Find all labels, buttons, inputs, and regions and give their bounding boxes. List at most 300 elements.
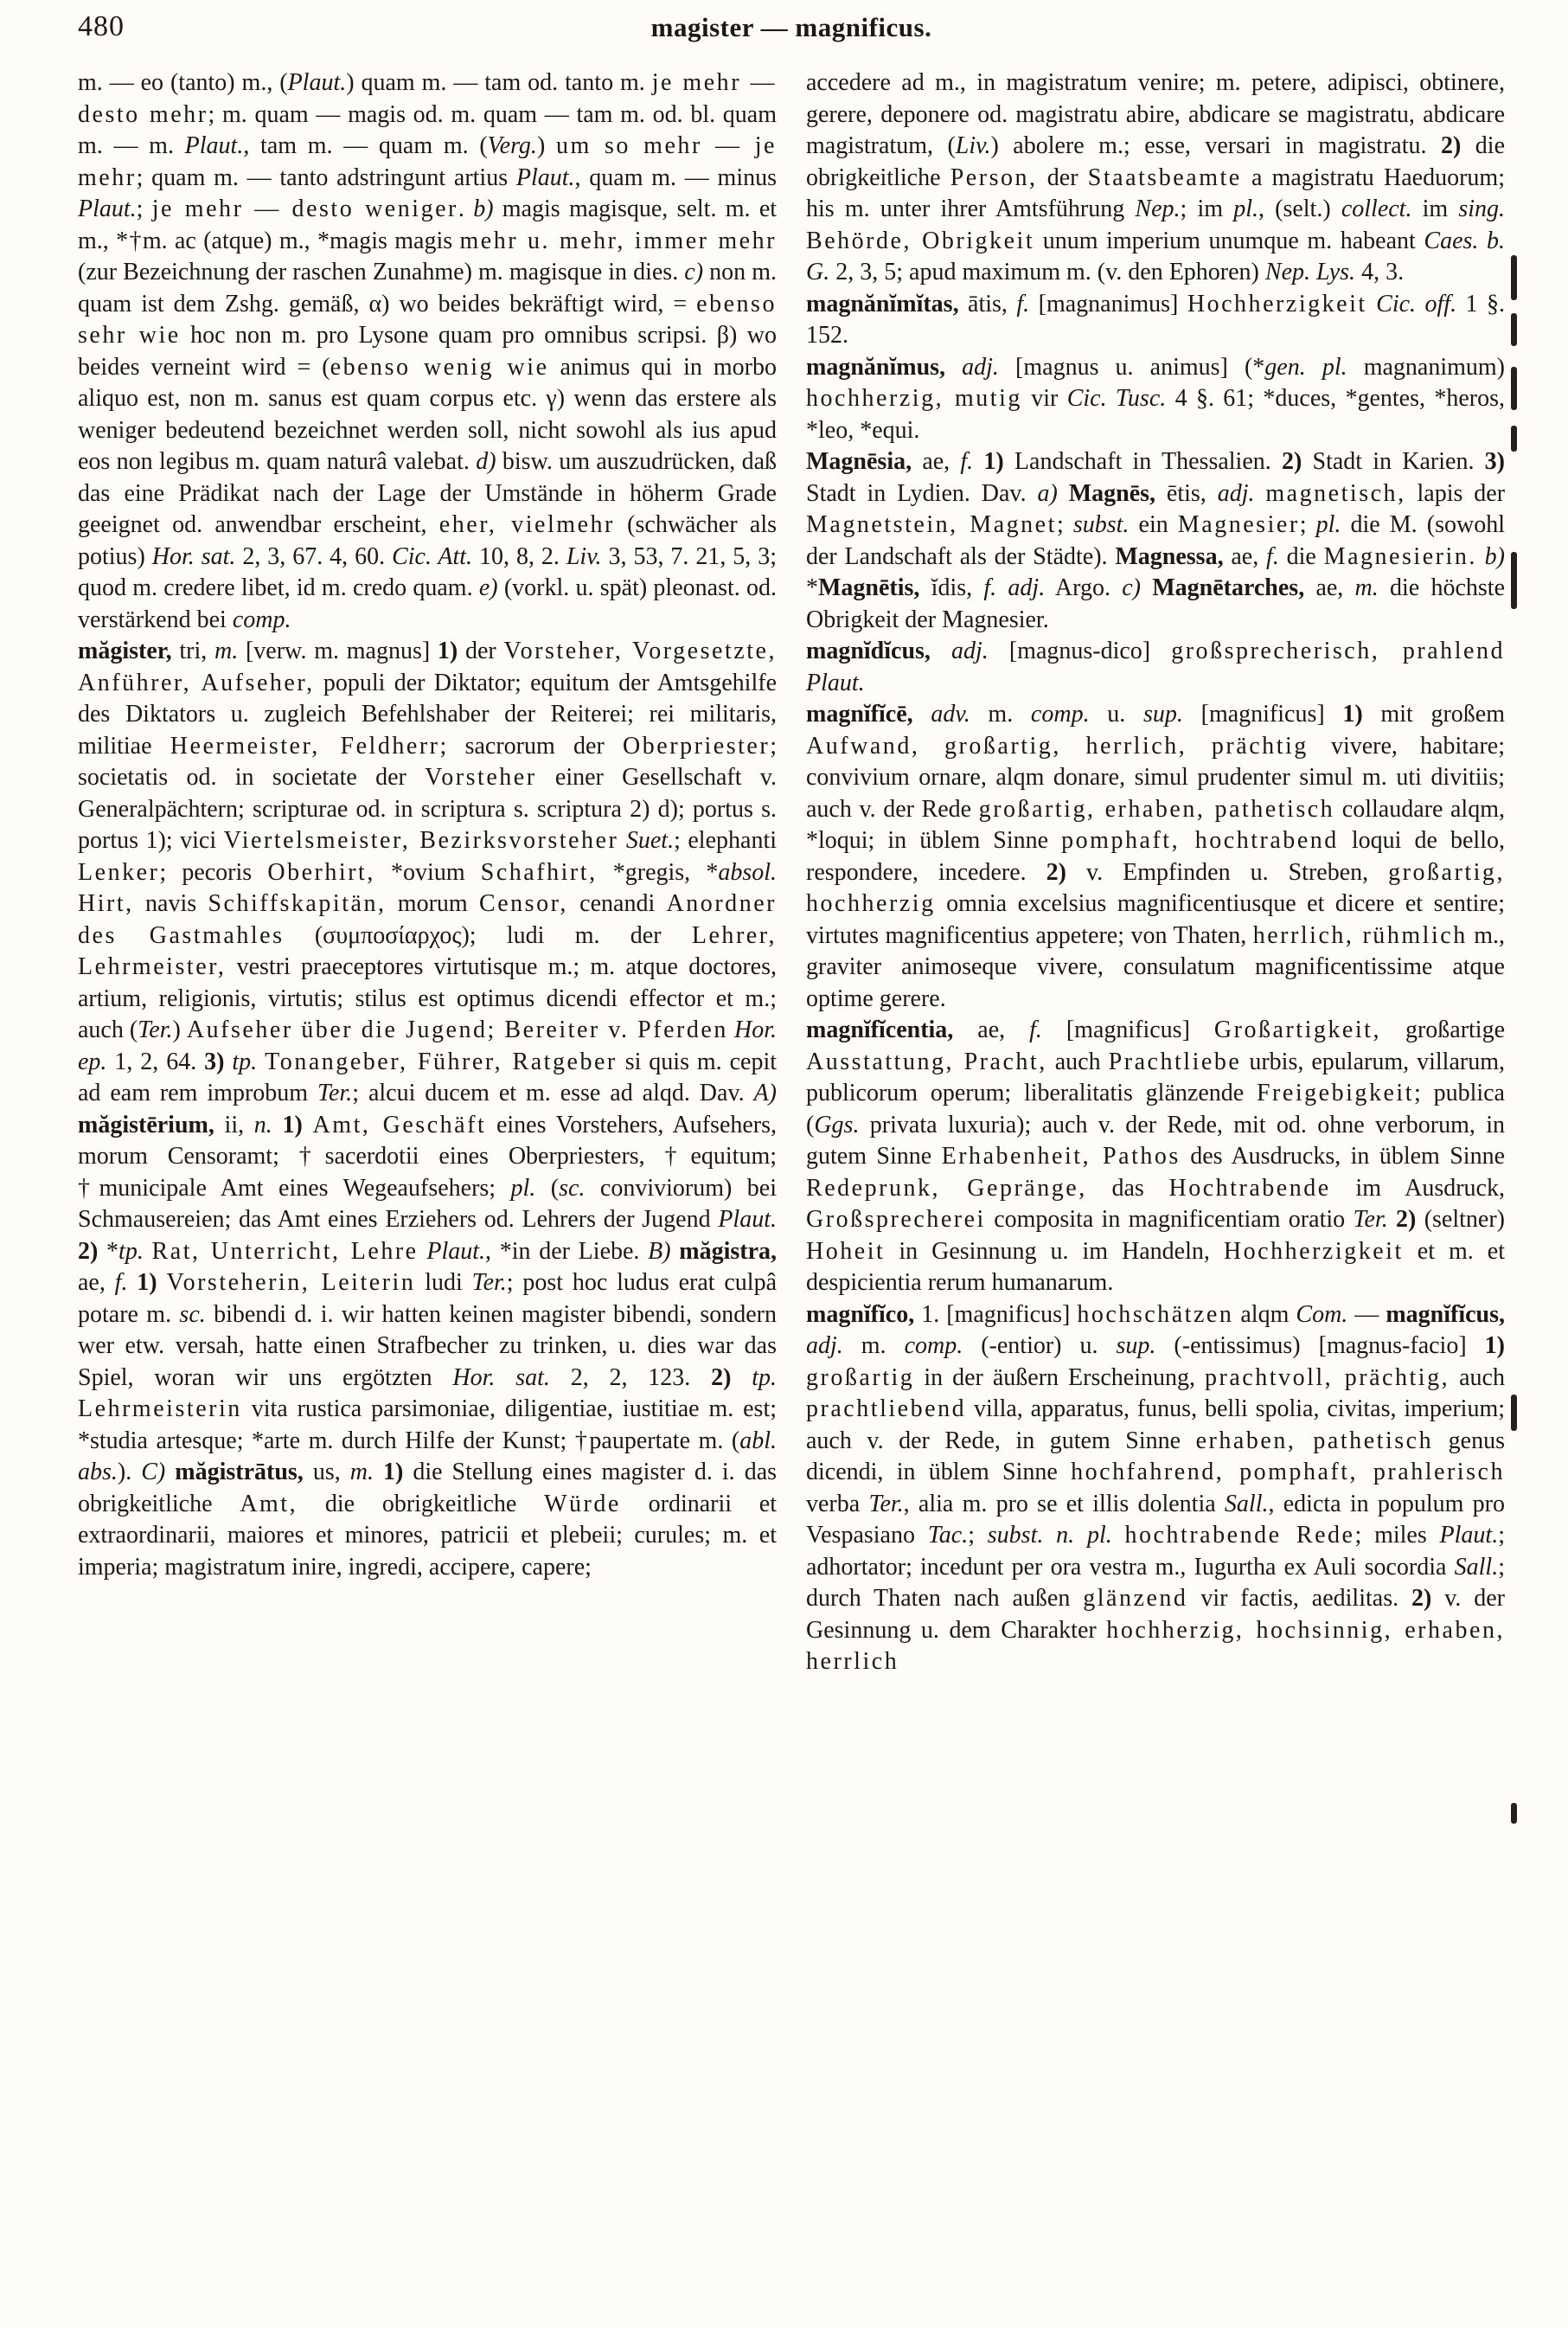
text-run (1141, 574, 1152, 601)
text-run: ; publica ( (806, 1080, 1505, 1138)
text-run: (-entissimus) [magnus-facio] (1155, 1332, 1485, 1359)
text-run: 1 §. 152. (806, 290, 1505, 349)
text-run (728, 1016, 734, 1043)
dictionary-entry (806, 67, 1505, 289)
text-run: magnĭdĭcus, (806, 638, 931, 664)
text-run: magnetisch, (1265, 479, 1406, 507)
text-run: sc. (559, 1174, 586, 1202)
text-run: pl. (1315, 511, 1341, 538)
text-run: 4 §. 61; *duces, *gentes, *heros, *leo, *equi. (806, 385, 1505, 444)
text-run: adj. (806, 1332, 843, 1359)
text-run: 2) (1396, 1206, 1417, 1233)
text-run (1254, 480, 1265, 507)
text-run: , tam m. — quam m. ( (243, 132, 488, 159)
page-header (78, 10, 1505, 54)
text-run: ii, (214, 1111, 254, 1138)
text-run: der (1037, 164, 1088, 191)
text-run: die M. (sowohl der Landschaft als der Städte). (806, 511, 1505, 570)
text-run: Plaut. (1439, 1522, 1499, 1549)
text-run: animus qui in morbo aliquo est, non m. sanus est quam corpus etc. γ) wenn das erstere als weniger bedeutend bezeichnet werden soll, nicht sowohl als ius apud eos non legibus m. quam naturâ valebat. (78, 353, 777, 475)
text-run: Rat, Unterricht, Lehre (151, 1237, 419, 1265)
text-run: magis magisque, selt. m. et m., *†m. ac (atque) m., *magis magis (78, 196, 778, 254)
text-run: (zur Bezeichnung der raschen Zunahme) m. magisque in dies. (78, 259, 685, 285)
text-run: n. (253, 1111, 272, 1138)
text-run: ) abolere m.; esse, versari in magistratu. (990, 132, 1441, 159)
text-run: auch (1450, 1363, 1505, 1391)
text-run: (schwächer als potius) (78, 511, 778, 570)
text-run: si quis m. cepit ad eam rem improbum (78, 1048, 778, 1106)
text-run: ; m. quam — magis od. m. quam — tam m. od. bl. quam m. — m. (78, 100, 778, 159)
text-run: in Gesinnung u. im Handeln, (885, 1237, 1224, 1265)
text-run: das (1086, 1174, 1169, 1202)
text-run: großartig (806, 1363, 915, 1391)
text-run: 1) (383, 1459, 404, 1485)
text-run: Liv. (566, 542, 602, 570)
text-run: ; societatis od. in societate der (78, 732, 777, 791)
text-run: 2, 3, 67. 4, 60. (235, 542, 393, 570)
text-run: magnĭfĭco, (806, 1300, 915, 1328)
text-run: ; durch Thaten nach außen (806, 1553, 1505, 1612)
text-run: magnĭfĭcē, (806, 701, 913, 728)
text-run: et m. et despicientia rerum humanarum. (806, 1237, 1505, 1296)
text-run: vita rustica parsimoniae, diligentiae, iustitiae m. est; *studia artesque; *arte m. durch Hilfe der Kunst; †paupertate m. ( (78, 1395, 777, 1454)
text-run (374, 1459, 383, 1485)
text-run: 2, 3, 5; apud maximum m. (v. den Ephoren) (829, 259, 1265, 285)
text-run: vir (1021, 385, 1067, 412)
text-run: großartig, hochherzig (806, 858, 1505, 917)
text-run: 2, 2, 123. (549, 1363, 712, 1391)
text-columns (78, 67, 1505, 2317)
right-column (806, 67, 1505, 2317)
text-run (144, 1238, 152, 1265)
text-run: Nep. (1135, 196, 1181, 222)
text-run: loqui de bello, respondere, incedere. (806, 827, 1505, 886)
text-run: Plaut. (806, 669, 865, 696)
text-run: 1, 2, 64. (106, 1048, 205, 1075)
text-run: , *in der Liebe. (485, 1237, 649, 1265)
text-run: Magnētarches, (1152, 574, 1305, 601)
text-run (165, 1459, 175, 1485)
text-run: eher, vielmehr (438, 511, 615, 538)
text-run: ( (535, 1174, 560, 1202)
text-run: , quam m. — minus (574, 164, 777, 191)
text-run: populi der Diktator; equitum der Amtsgehilfe des Diktators u. zugleich Befehlshaber der Reiterei; rei militaris, militiae (78, 669, 777, 760)
text-run: ; (968, 1522, 988, 1549)
text-run: urbis, epularum, villarum, publicorum operum; liberalitatis glänzende (806, 1048, 1505, 1106)
text-run: d) (476, 448, 496, 475)
text-run: je mehr — desto mehr (78, 69, 778, 128)
text-run: des Ausdrucks, in üblem Sinne (1180, 1143, 1505, 1170)
text-run: Ggs. (814, 1111, 860, 1138)
text-run: in der äußern Erscheinung, (914, 1363, 1205, 1391)
text-run: ae, (1223, 542, 1267, 570)
text-run: Würde (544, 1490, 621, 1517)
text-run: sup. (1116, 1332, 1156, 1359)
text-run: Staatsbeamte (1087, 164, 1242, 191)
text-run: morum (386, 890, 480, 917)
text-run: c) (684, 259, 704, 285)
text-run: [magnus u. animus] (* (998, 353, 1265, 381)
text-run: A) (753, 1080, 777, 1106)
text-run: Schiffskapitän, (208, 890, 387, 917)
text-run: einer Gesellschaft v. Generalpächtern; scripturae od. in scriptura s. scriptura 2) d); portus s. portus 1); vici (78, 764, 778, 854)
text-run: Erhabenheit, Pathos (941, 1143, 1181, 1170)
text-run: , edicta in populum pro Vespasiano (806, 1490, 1505, 1549)
text-run: Ter. (317, 1080, 353, 1106)
text-run: f. (1029, 1016, 1042, 1043)
text-run: Viertelsmeister, Bezirksvorsteher (223, 827, 619, 854)
text-run: hochherzig, hochsinnig, erhaben, herrlich (806, 1616, 1505, 1675)
text-run: pl. (510, 1174, 536, 1202)
text-run: Lehrmeisterin (78, 1395, 242, 1422)
text-run: măgistērium, (78, 1111, 214, 1138)
text-run: Vorsteherin, Leiterin (166, 1269, 416, 1296)
text-run: Anordner des Gastmahles (78, 890, 778, 949)
text-run: Schafhirt, (480, 858, 598, 886)
text-run: hoc non m. pro Lysone quam pro omnibus scripsi. β) wo beides verneint wird = ( (78, 322, 777, 381)
dictionary-entry (806, 1015, 1505, 1299)
text-run: Vorsteher (425, 764, 537, 791)
text-run: Plaut. (426, 1237, 486, 1265)
left-column (78, 67, 777, 2317)
text-run: , (selt.) (1258, 196, 1341, 222)
text-run: Großsprecherei (806, 1206, 986, 1233)
dictionary-entry (806, 636, 1505, 699)
text-run: m. (214, 638, 239, 664)
text-run: Ter. (138, 1016, 173, 1043)
text-run: ; pecoris (159, 858, 268, 886)
text-run: navis (133, 890, 208, 917)
text-run: accedere ad m., in magistratum venire; m. petere, adipisci, obtinere, gerere, deponere od. magistratu abire, abdicare se magistratu, abdicare magistratum, ( (806, 69, 1505, 159)
text-run: * (806, 574, 818, 601)
text-run: 1) (437, 638, 458, 664)
running-title: magister — magnificus. (650, 12, 932, 42)
text-run: 2) (1411, 1585, 1432, 1612)
text-run (913, 701, 931, 728)
text-run: Stadt in Lydien. Dav. (806, 479, 1038, 507)
text-run: — (1347, 1300, 1386, 1328)
text-run: comp. (904, 1332, 963, 1359)
text-run: conviviorum) bei Schmausereien; das Amt eines Erziehers od. Lehrers der Jugend (78, 1174, 777, 1233)
text-run: unum imperium unumque m. habeant (1034, 227, 1424, 254)
text-run: tp. (118, 1237, 144, 1265)
text-run: (seltner) (1416, 1206, 1505, 1233)
text-run: Sall. (1454, 1553, 1499, 1581)
text-run: măgistra, (679, 1237, 778, 1265)
text-run: Vorsteher, Vorgesetzte, Anführer, Aufseher, (78, 638, 777, 696)
text-run: adj. (962, 353, 999, 381)
text-run: 1. [magnificus] (914, 1300, 1078, 1328)
scan-artifact-mark (1511, 552, 1517, 609)
text-run: Ter. (868, 1490, 904, 1517)
text-run: a magistratu Haeduorum; his m. unter ihrer Amtsführung (806, 164, 1505, 222)
text-run: ; post hoc ludus erat culpâ potare m. (78, 1269, 778, 1328)
text-run: adj. (951, 638, 989, 664)
text-run: Magnessa, (1115, 542, 1224, 570)
text-run: ordinarii et extraordinarii, maiores et minores, patricii et plebeii; curules; m. et imperia; magistratum inire, ingredi, accipere, capere; (78, 1490, 777, 1581)
text-run: 4, 3. (1355, 259, 1405, 285)
text-run: Aufseher über die Jugend; Bereiter v. Pferden (186, 1016, 728, 1043)
text-run (931, 638, 951, 664)
text-run: Plaut. (515, 164, 575, 191)
text-run: Suet. (625, 827, 675, 854)
text-run: ĭdis, (919, 574, 984, 601)
text-run: Plaut. (78, 196, 137, 222)
text-run (1058, 480, 1069, 507)
text-run: m., graviter animoseque vivere, consulatum magnificentissime atque optime gerere. (806, 921, 1505, 1012)
text-run: 3, 53, 7. 21, 5, 3; quod m. credere libet, id m. credo quam. (78, 542, 778, 601)
text-run: cenandi (567, 890, 667, 917)
scan-artifact-mark (1511, 367, 1517, 410)
text-run: gen. pl. (1264, 353, 1347, 381)
text-run: f. (1016, 290, 1030, 317)
text-run: 2) (1281, 448, 1302, 475)
text-run: magnĭfĭcus, (1386, 1300, 1505, 1328)
text-run: Hor. ep. (78, 1016, 778, 1075)
text-run: ; adhortator; incedunt per ora vestra m., Iugurtha ex Auli socordia (806, 1522, 1505, 1581)
text-run: bibendi d. i. wir hatten keinen magister bibendi, sondern wer etw. versah, hatte einen Strafbecher zu trinken, u. dies war das Spiel, woran wir uns ergötzten (78, 1300, 777, 1391)
text-run: Cic. Tusc. (1066, 385, 1167, 412)
text-run (257, 1049, 265, 1075)
text-run: ; quam m. — tanto adstringunt artius (136, 164, 516, 191)
text-run: ātis, (958, 290, 1017, 317)
text-run: măgistrātus, (175, 1459, 304, 1485)
text-run: magnanimum) (1347, 353, 1505, 381)
scan-artifact-mark (1511, 1803, 1517, 1824)
text-run: hochherzig, mutig (806, 385, 1022, 412)
text-run: 1) (137, 1269, 157, 1296)
text-run: hochtrabende Rede (1124, 1522, 1355, 1549)
text-run: sc. (179, 1300, 206, 1328)
text-run: ). (117, 1459, 142, 1485)
text-run: Nep. Lys. (1264, 259, 1356, 285)
text-run: Hor. sat. (151, 542, 236, 570)
text-run: Verg. (487, 132, 537, 159)
dictionary-entry (806, 1299, 1505, 1678)
text-run: adv. (931, 701, 970, 728)
text-run: composita in magnificentiam oratio (985, 1206, 1354, 1233)
text-run: prachtvoll, prächtig, (1204, 1363, 1450, 1391)
text-run: Cic. Att. (392, 542, 473, 570)
text-run: , alia m. pro se et illis dolentia (903, 1490, 1225, 1517)
text-run: măgister, (78, 638, 172, 664)
text-run: alqm (1233, 1300, 1296, 1328)
text-run: Plaut. (184, 132, 244, 159)
text-run: Oberhirt, (267, 858, 375, 886)
text-run: vir factis, aedilitas. (1187, 1585, 1411, 1612)
text-run (419, 1238, 427, 1265)
text-run: eines Vorstehers, Aufsehers, morum Censoramt; †sacerdotii eines Oberpriesters, †equitum; †municipale Amt eines Wegeaufsehers; (78, 1111, 778, 1202)
text-run: der (458, 638, 504, 664)
text-run: . (458, 196, 474, 222)
text-run: ae, (953, 1016, 1030, 1043)
text-run: Prachtliebe (1108, 1048, 1242, 1075)
text-run: Stadt in Karien. (1302, 448, 1485, 475)
text-run: [magnificus] (1182, 701, 1343, 728)
text-run: u. (1089, 701, 1143, 728)
text-run: Lenker (78, 858, 160, 886)
dictionary-entry (806, 699, 1505, 1015)
text-run: absol. (718, 858, 778, 886)
text-run: je mehr — desto weniger (151, 196, 458, 222)
text-run: * (98, 1237, 119, 1265)
text-run: ; (136, 196, 152, 222)
text-run: m. (842, 1332, 905, 1359)
text-run: adj. (1217, 479, 1255, 507)
text-run: ebenso sehr wie (78, 290, 777, 349)
text-run: subst. n. pl. (987, 1522, 1112, 1549)
text-run: die Stellung eines magister d. i. das obrigkeitliche (78, 1459, 778, 1517)
text-run: vestri praeceptores virtutisque m.; m. atque doctores, artium, religionis, virtutis; stilus est optimus dicendi effector et m.; auch ( (78, 953, 777, 1043)
text-run (1112, 1522, 1125, 1549)
text-run: ae, (78, 1269, 115, 1296)
dictionary-entry (78, 67, 777, 636)
text-run: Hor. sat. (452, 1363, 550, 1391)
text-run: villa, apparatus, funus, belli spolia, civitas, imperium; auch v. der Rede, in gutem Sinne (806, 1395, 1505, 1454)
text-run: B) (648, 1237, 671, 1265)
text-run (1477, 543, 1485, 570)
text-run: um so mehr — je mehr (78, 132, 777, 191)
text-run: 1) (983, 448, 1004, 475)
text-run: b) (473, 196, 494, 222)
text-run: 2) (1046, 858, 1066, 886)
text-run: ; sacrorum der (439, 732, 624, 760)
text-run: ae, (912, 448, 961, 475)
text-run (1388, 1206, 1396, 1233)
text-run: Ter. (1353, 1206, 1388, 1233)
text-run: Ter. (471, 1269, 507, 1296)
text-run: comp. (232, 606, 291, 633)
scan-artifact-mark (1511, 255, 1517, 300)
text-run: Hoheit (806, 1237, 886, 1265)
scan-artifact-mark (1511, 1395, 1517, 1431)
text-run: Plaut. (718, 1206, 777, 1233)
text-run: die (1278, 542, 1324, 570)
text-run: Tac. (927, 1522, 969, 1549)
text-run: v. Empfinden u. Streben, (1066, 858, 1389, 886)
text-run (618, 827, 626, 854)
text-run: verba (806, 1490, 869, 1517)
text-run: *gregis, * (597, 858, 719, 886)
text-run (671, 1238, 680, 1265)
text-run: ; (1299, 511, 1316, 538)
text-run: Hochherzigkeit (1223, 1237, 1404, 1265)
text-run: genus dicendi, in üblem Sinne (806, 1427, 1505, 1485)
text-run: pl. (1233, 196, 1258, 222)
text-run: (vorkl. u. spät) pleonast. od. verstärkend bei (78, 574, 777, 633)
text-run: f. adj. (983, 574, 1046, 601)
text-run: C) (141, 1459, 166, 1485)
text-run: ) quam m. — tam od. tanto m. (346, 69, 652, 96)
text-run: Oberpriester (623, 732, 771, 760)
text-run: [verw. m. magnus] (238, 638, 438, 664)
scan-artifact-mark (1511, 426, 1517, 452)
text-run: [magnus-dico] (988, 638, 1172, 664)
text-run: privata luxuria); auch v. der Rede, mit od. ohne verborum, in gutem Sinne (806, 1111, 1505, 1170)
text-run: us, (303, 1459, 350, 1485)
text-run: auch (1046, 1048, 1109, 1075)
text-run: tp. (752, 1363, 777, 1391)
text-run: collect. (1341, 196, 1412, 222)
text-run (973, 448, 983, 475)
text-run (731, 1364, 752, 1391)
text-run: ludi (415, 1269, 472, 1296)
dictionary-entry (806, 446, 1505, 636)
text-run: 10, 8, 2. (472, 542, 566, 570)
text-run: Magnēs, (1068, 479, 1156, 507)
text-run: Magnesier (1177, 511, 1300, 538)
text-run: (συμποσίαρχος); ludi m. der (284, 921, 692, 949)
text-run: v. der Gesinnung u. dem Charakter (806, 1585, 1505, 1644)
text-run: im (1411, 196, 1459, 222)
text-run: sup. (1143, 701, 1183, 728)
text-run: die obrigkeitliche (806, 132, 1505, 191)
text-run (157, 1269, 167, 1296)
text-run: Plaut. (287, 69, 347, 96)
text-run: tri, (171, 638, 214, 664)
text-run: ae, (1304, 574, 1355, 601)
text-run: ētis, (1155, 479, 1218, 507)
text-run: ; alcui ducem et m. esse ad alqd. Dav. (352, 1080, 754, 1106)
text-run: ; elephanti (674, 827, 778, 854)
text-run: die höchste Obrigkeit der Magnesier. (806, 574, 1505, 633)
text-run: ein (1129, 511, 1178, 538)
text-run: b) (1484, 542, 1505, 570)
dictionary-entry (806, 352, 1505, 447)
text-run (303, 1112, 313, 1138)
text-run: [magnanimus] (1029, 290, 1187, 317)
text-run: Magnētis, (818, 574, 920, 601)
text-run: mit großem (1362, 701, 1505, 728)
text-run: Person, (950, 164, 1038, 191)
text-run: Caes. b. G. (806, 227, 1505, 285)
text-run: Argo. (1045, 574, 1123, 601)
text-run: großartige (1380, 1016, 1505, 1043)
text-run: glänzend (1083, 1585, 1188, 1612)
text-run: m. — eo (tanto) m., ( (78, 69, 288, 96)
text-run: Landschaft in Thessalien. (1003, 448, 1282, 475)
text-run: m. (1354, 574, 1379, 601)
text-run: Hochherzigkeit (1187, 290, 1367, 317)
text-run: Behörde, Obrigkeit (806, 227, 1035, 254)
text-run: Hirt, (78, 890, 134, 917)
text-run: großartig, erhaben, pathetisch (978, 795, 1335, 823)
dictionary-entry (806, 289, 1505, 352)
text-run: (-entior) u. (963, 1332, 1117, 1359)
text-run: [magnificus] (1041, 1016, 1214, 1043)
text-run: die obrigkeitliche (298, 1490, 545, 1517)
text-run: Magnetstein, Magnet (806, 511, 1057, 538)
text-run: Liv. (955, 132, 991, 159)
text-run: Magnēsia, (806, 448, 912, 475)
text-run: sing. (1458, 196, 1505, 222)
dictionary-entry (78, 636, 777, 1583)
text-run: f. (1266, 542, 1279, 570)
text-run: im Ausdruck, (1330, 1174, 1505, 1202)
text-run: non m. quam ist dem Zshg. gemäß, α) wo beides bekräftigt wird, = (78, 259, 777, 317)
text-run (1367, 291, 1376, 317)
text-run: Heermeister, Feldherr (170, 732, 440, 760)
text-run (945, 354, 962, 381)
text-run: f. (114, 1269, 128, 1296)
text-run: comp. (1030, 701, 1090, 728)
text-run: subst. (1072, 511, 1130, 538)
scan-artifact-mark (1511, 313, 1517, 346)
text-run: mehr u. mehr, immer mehr (459, 227, 777, 254)
text-run: magnĭfĭcentia, (806, 1016, 954, 1043)
text-run: magnănĭmĭtas, (806, 290, 959, 317)
text-run: Redeprunk, Gepränge, (806, 1174, 1087, 1202)
